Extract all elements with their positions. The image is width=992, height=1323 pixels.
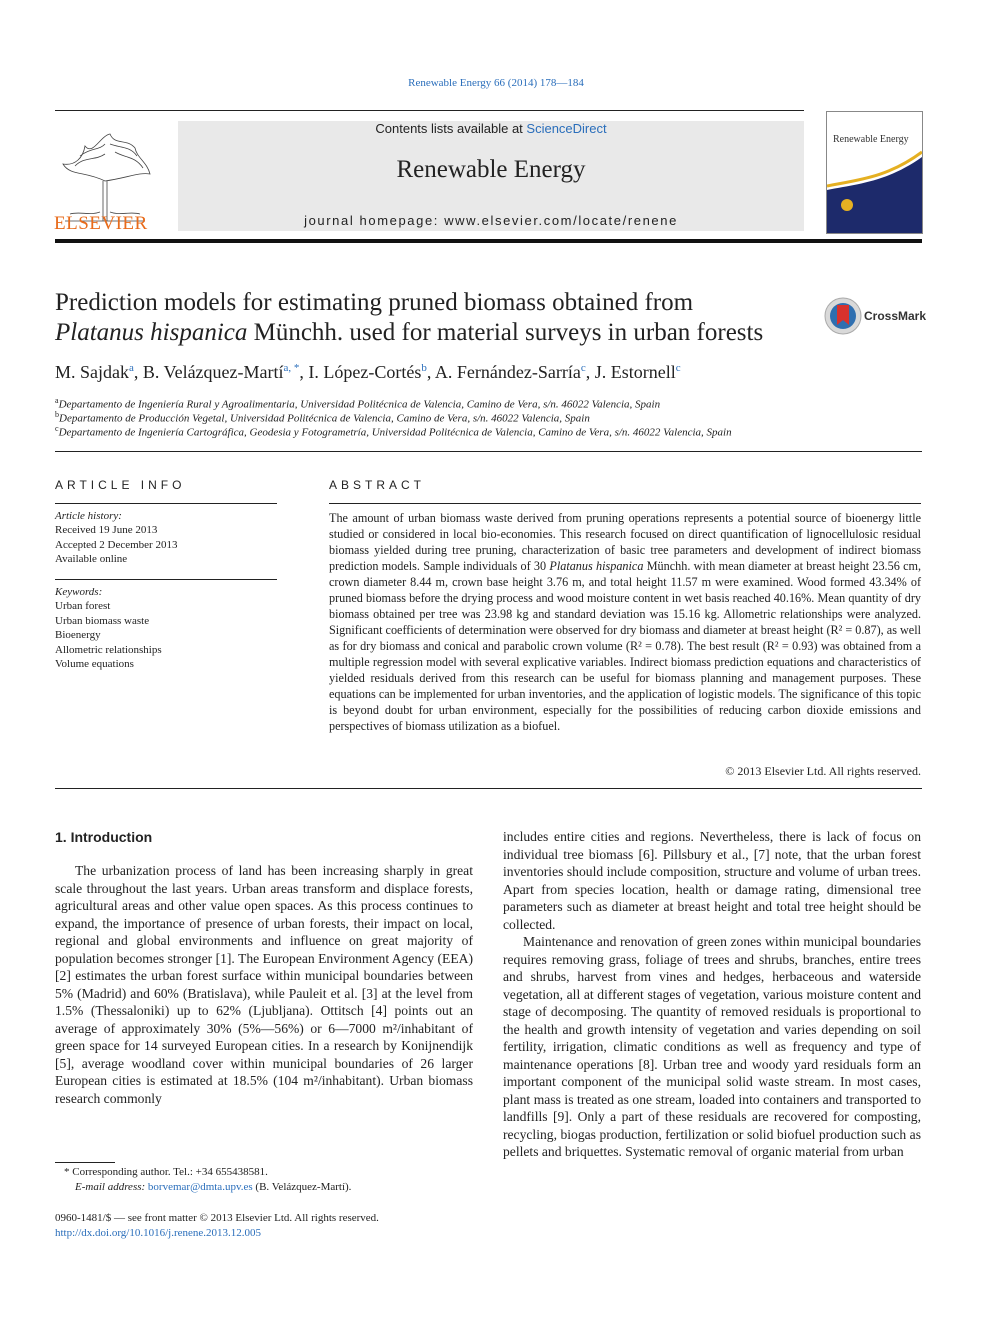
publisher-wordmark: ELSEVIER bbox=[54, 213, 148, 234]
intro-paragraph: includes entire cities and regions. Nevertheless, there is lack of focus on individual tree biomass [6]. Pillsbury et al., [7] note, that the urban forest inventories should include composition, structure and volume of urban trees. Apart from species location, health or damage rating, dimensional tree parameters such as diameter at breast height and total tree height should be collected. bbox=[503, 829, 921, 932]
keywords-rule bbox=[55, 579, 277, 580]
history-label: Article history: bbox=[55, 510, 122, 522]
history-accepted: Accepted 2 December 2013 bbox=[55, 538, 178, 551]
section-heading-introduction: 1. Introduction bbox=[55, 829, 153, 845]
affil-label: a bbox=[55, 396, 59, 405]
citation-link[interactable]: Renewable Energy 66 (2014) 178—184 bbox=[408, 77, 584, 89]
author-affil-mark[interactable]: b bbox=[421, 362, 427, 374]
keyword: Allometric relationships bbox=[55, 643, 162, 656]
abstract-copyright: © 2013 Elsevier Ltd. All rights reserved. bbox=[725, 764, 921, 778]
abstract-bottom-rule bbox=[55, 788, 922, 789]
abstract-heading: ABSTRACT bbox=[329, 478, 426, 492]
author-affil-mark[interactable]: a bbox=[129, 362, 134, 374]
title-line-2-rest: Münchh. used for material surveys in urban forests bbox=[247, 319, 764, 346]
intro-paragraph: Maintenance and renovation of green zones within municipal boundaries requires removing grass, foliage of trees and shrubs, branches, entire trees and shrubs, harvest from vines and hedges, herbaceous and waterside vegetation, all at different stages of vegetation, various moisture content and stage of decomposing. The quantity of removed residuals is proportional to the health and growth intensity of vegetation and varies depending on soil fertility, irrigation, climatic conditions as well as frequency and type of maintenance operations [8]. Urban tree and woody yard residuals form an important component of the municipal solid waste stream. In most cases, plant mass is treated as one stream, loaded into containers and transported to landfills [9]. Only a part of these residuals are recovered for composting, recycling, biogas production, fertilization or solid biofuel production such as pellets and briquettes. Systematic removal of organic material from urban bbox=[503, 934, 921, 1159]
affil-text: Departamento de Ingeniería Rural y Agroalimentaria, Universidad Politécnica de Valencia, Camino de Vera, s/n. 46022 Valencia, Spain bbox=[58, 398, 661, 411]
keyword: Bioenergy bbox=[55, 629, 101, 642]
author-affil-mark[interactable]: c bbox=[675, 362, 681, 374]
journal-name: Renewable Energy bbox=[396, 156, 586, 183]
affiliation-a bbox=[55, 396, 660, 411]
cover-art bbox=[827, 112, 922, 233]
abstract-part-1: The amount of urban biomass waste derived from pruning operations represents a potential source of bioenergy little studied or considered in local bio-economies. This research focused on direct quantification of lignocellulosic residual biomass yielded during tree pruning, characterization of basic tree parameters and development of indirect biomass prediction models. Sample individuals of 30 bbox=[329, 511, 921, 573]
contents-line bbox=[178, 121, 804, 136]
sciencedirect-link[interactable]: ScienceDirect bbox=[526, 121, 607, 136]
abstract-species: Platanus hispanica bbox=[549, 559, 644, 573]
article-info-heading: ARTICLE INFO bbox=[55, 478, 186, 492]
section-rule bbox=[55, 451, 922, 452]
email-label: E-mail address: bbox=[75, 1181, 148, 1193]
email-link[interactable]: borvemar@dmta.upv.es bbox=[147, 1181, 253, 1193]
abstract-part-2: Münchh. with mean diameter at breast height 23.56 cm, crown diameter 8.44 m, crown base height 3.76 m, and total height 11.57 m were examined. Wood formed 43.34% of pruned biomass before the drying process and wood moisture content in wet basis reached 40.16%. Mean quantity of dry biomass obtained per tree was 23.98 kg and standard deviation was 15.16 kg. Allometric relationships were analyzed. Significant coefficients of determination were observed for dry biomass and diameter at breast height (R² = 0.87), as well as for dry biomass and conical and parabolic crown volume (R² = 0.78). The best result (R² = 0.93) was obtained from a multiple regression model with several explicative variables. Indirect biomass prediction equations and characteristics of yielded residuals derived from this research can be useful for biomass planning and management purposes. These equations can be implemented for urban inventories, and the application of logistic models. The significance of this topic is beyond doubt for urban environment, especially for the possibilities of reducing carbon dioxide emissions and perspectives of biomass utilization as a biofuel. bbox=[329, 559, 922, 733]
author-affil-mark[interactable]: a, * bbox=[283, 362, 300, 374]
keywords-label: Keywords: bbox=[55, 586, 103, 598]
journal-cover-thumbnail[interactable] bbox=[826, 111, 923, 234]
title-line-2 bbox=[55, 318, 815, 348]
intro-left-column bbox=[55, 862, 473, 1107]
author-list bbox=[55, 362, 681, 383]
intro-right-column bbox=[503, 828, 921, 1161]
author-name[interactable]: , J. Estornell bbox=[585, 362, 676, 382]
affiliation-b bbox=[55, 410, 590, 425]
email-note bbox=[75, 1181, 351, 1193]
author-name[interactable]: , B. Velázquez-Martí bbox=[133, 362, 284, 382]
abstract-rule bbox=[329, 503, 921, 504]
article-info-rule bbox=[55, 503, 277, 504]
email-suffix: (B. Velázquez-Martí). bbox=[252, 1181, 352, 1193]
doi-link[interactable]: http://dx.doi.org/10.1016/j.renene.2013.12.005 bbox=[55, 1227, 262, 1239]
doi-line[interactable] bbox=[55, 1227, 261, 1239]
keywords bbox=[55, 585, 277, 671]
affil-label: b bbox=[55, 410, 59, 419]
keyword: Volume equations bbox=[55, 658, 134, 671]
journal-homepage[interactable]: journal homepage: www.elsevier.com/locate/renene bbox=[304, 213, 678, 228]
affil-text: Departamento de Ingeniería Cartográfica, Geodesia y Fotogrametría, Universidad Politécnica de Valencia, Camino de Vera, s/n. 46022 Valencia, Spain bbox=[58, 426, 732, 439]
article-history bbox=[55, 509, 277, 567]
keyword: Urban biomass waste bbox=[55, 614, 150, 627]
crossmark-icon[interactable] bbox=[824, 297, 862, 335]
article-title bbox=[55, 288, 815, 348]
affil-text: Departamento de Producción Vegetal, Universidad Politécnica de Valencia, Camino de Vera, s/n. 46022 Valencia, Spain bbox=[59, 412, 590, 425]
cover-title: Renewable Energy bbox=[833, 134, 909, 145]
contents-prefix: Contents lists available at bbox=[375, 121, 527, 136]
crossmark-label[interactable]: CrossMark bbox=[864, 309, 927, 323]
header-rule-top bbox=[55, 110, 804, 111]
header-rule-bottom bbox=[55, 239, 922, 243]
affiliation-c bbox=[55, 424, 732, 439]
history-online: Available online bbox=[55, 553, 128, 566]
journal-citation[interactable] bbox=[0, 77, 992, 89]
issn-line: 0960-1481/$ — see front matter © 2013 Elsevier Ltd. All rights reserved. bbox=[55, 1212, 379, 1224]
keyword: Urban forest bbox=[55, 600, 111, 613]
affil-label: c bbox=[55, 424, 59, 433]
history-received: Received 19 June 2013 bbox=[55, 524, 158, 537]
corresponding-author-note: * Corresponding author. Tel.: +34 655438581. bbox=[64, 1166, 268, 1178]
author-name[interactable]: M. Sajdak bbox=[55, 362, 129, 382]
title-line-1: Prediction models for estimating pruned biomass obtained from bbox=[55, 289, 694, 316]
author-name[interactable]: , I. López-Cortés bbox=[299, 362, 422, 382]
author-name[interactable]: , A. Fernández-Sarría bbox=[426, 362, 581, 382]
title-species: Platanus hispanica bbox=[55, 319, 248, 346]
intro-paragraph: The urbanization process of land has been increasing sharply in great scale throughout the last years. Urban areas transform and displace forests, agricultural areas and other value open spaces. As this process continues to expand, the importance of presence of urban forests, their impact on local, regional and global environments and influence on great majority of population becomes stronger [1]. The European Environment Agency (EEA) [2] estimates the urban forest surface within municipal boundaries between 5% (Madrid) and 60% (Bratislava), while Pauleit et al. [3] at the level from 1.5% (Thessaloniki) up to 62% (Ljubljana). Ottitsch [4] points out an average of approximately 30% (5%—56%) or 6—7000 m²/inhabitant of green space for 14 surveyed European cities. In a research by Konijnendijk [5], average woodland cover within municipal boundaries of 26 larger European cities is estimated at 18.5% (104 m²/inhabitant). Urban biomass research commonly bbox=[55, 863, 473, 1106]
footnote-rule bbox=[55, 1162, 115, 1163]
author-affil-mark[interactable]: c bbox=[580, 362, 586, 374]
abstract-text bbox=[329, 510, 921, 734]
